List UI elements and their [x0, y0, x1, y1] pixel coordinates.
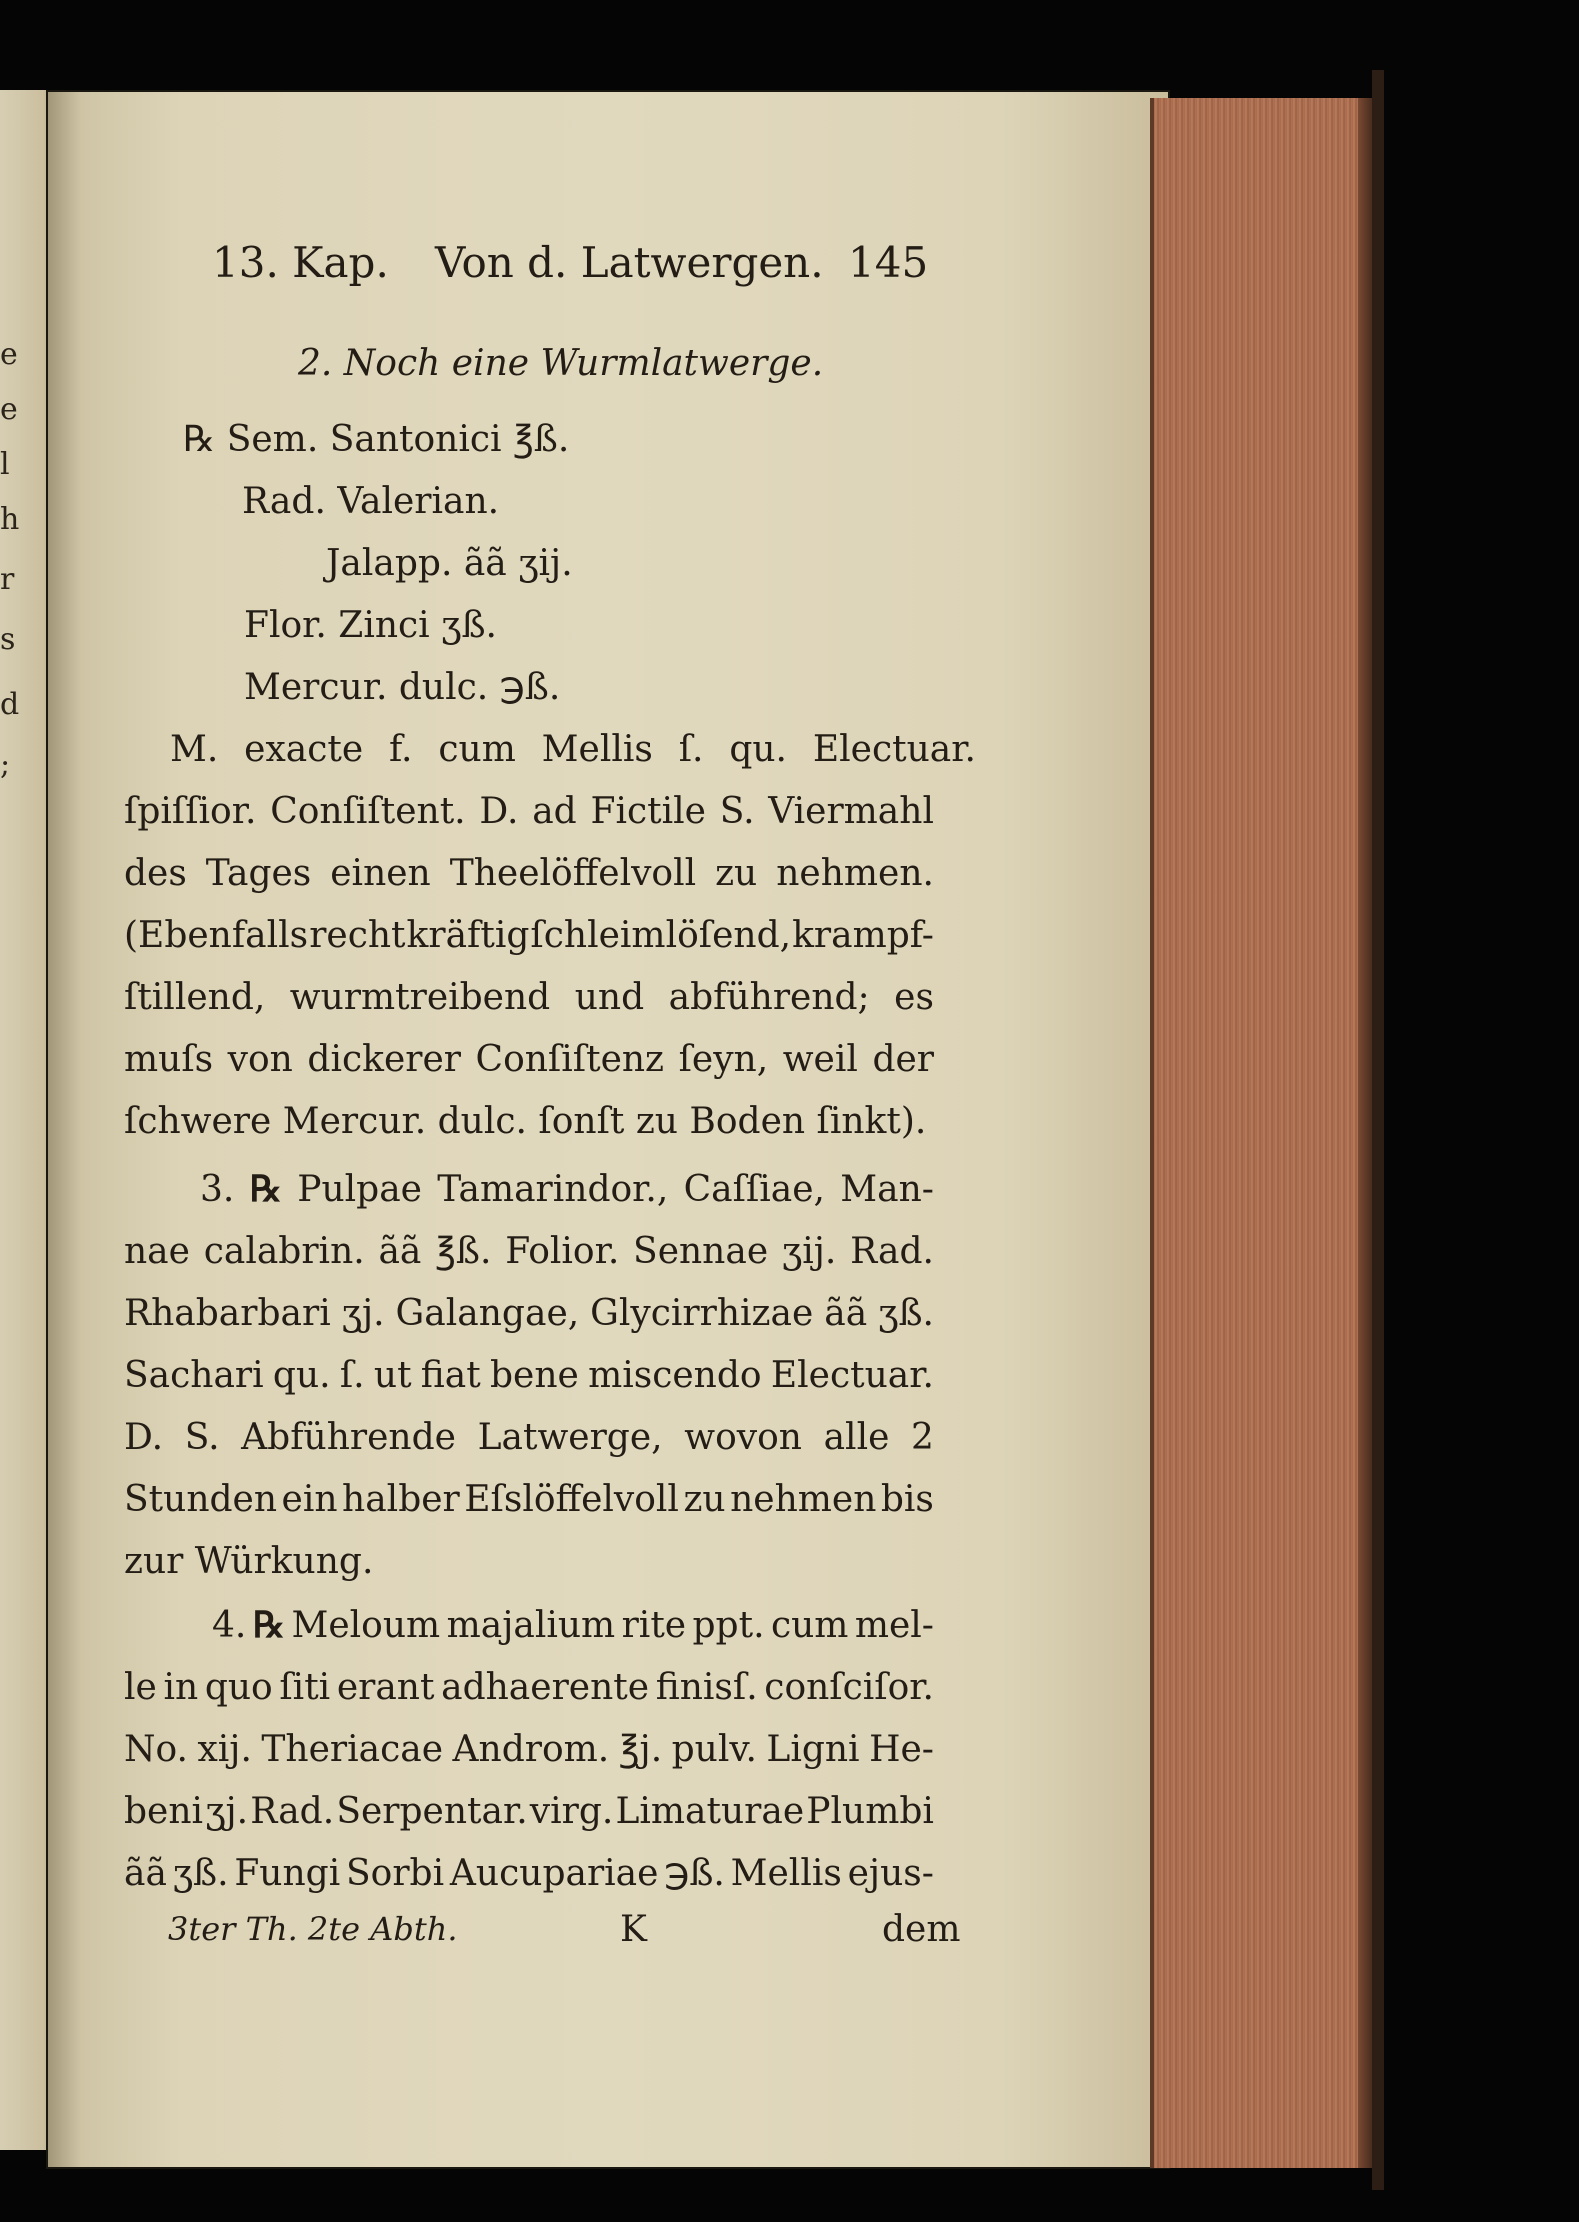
text-line: D. S. Abführende Latwerge, wovon alle 2: [124, 1417, 934, 1458]
text-line: (Ebenfalls recht kräftig ſchleimlöſend, krampf-: [124, 915, 934, 956]
page-number: 145: [848, 238, 929, 287]
text-line: 3. ℞ Pulpae Tamarindor., Caſſiae, Man-: [200, 1168, 934, 1210]
signature-mark: K: [620, 1909, 647, 1950]
recipe-line: Flor. Zinci ʒß.: [244, 605, 497, 646]
text-line: 4. ℞ Meloum majalium rite ppt. cum mel-: [212, 1604, 934, 1646]
recipe-line: Mercur. dulc. ℈ß.: [244, 667, 561, 708]
margin-fragment: ;: [0, 747, 11, 782]
margin-fragment: r: [0, 562, 15, 597]
recipe-line: ℞ Sem. Santonici ℥ß.: [183, 419, 570, 460]
margin-fragment: e: [0, 392, 18, 427]
margin-fragment: l: [0, 447, 10, 482]
text-line: Rhabarbari ʒj. Galangae, Glycirrhizae ãã ʒß.: [124, 1293, 934, 1334]
text-line: beni ʒj. Rad. Serpentar. virg. Limaturae Plumbi: [124, 1791, 934, 1832]
margin-fragment: s: [0, 622, 16, 657]
text-line: ſpiſſior. Conſiſtent. D. ad Fictile S. Viermahl: [124, 791, 934, 832]
running-head-title: Von d. Latwergen.: [435, 238, 824, 287]
text-line: des Tages einen Theelöffelvoll zu nehmen.: [124, 853, 934, 894]
text-line: ſtillend, wurmtreibend und abführend; es: [124, 977, 934, 1018]
catchword: dem: [882, 1909, 961, 1950]
text-line: ãã ʒß. Fungi Sorbi Aucupariae ℈ß. Mellis ejus-: [124, 1853, 934, 1894]
margin-fragment: d: [0, 687, 20, 722]
text-line: M. exacte f. cum Mellis ſ. qu. Electuar.: [170, 729, 976, 770]
text-line: Stunden ein halber Eſslöffelvoll zu nehmen bis: [124, 1479, 934, 1520]
recipe-line: Rad. Valerian.: [242, 481, 500, 522]
running-head-chapter: 13. Kap.: [212, 238, 389, 287]
text-line: No. xij. Theriacae Androm. ℥j. pulv. Ligni He-: [124, 1729, 934, 1770]
signature-volume: 3ter Th. 2te Abth.: [168, 1910, 458, 1948]
text-line: zur Würkung.: [124, 1541, 374, 1582]
text-line: muſs von dickerer Conſiſtenz ſeyn, weil der: [124, 1039, 934, 1080]
text-line: Sachari qu. ſ. ut fiat bene miscendo Electuar.: [124, 1355, 934, 1396]
margin-fragment: h: [0, 502, 20, 537]
recipe-line: Jalapp. ãã ʒij.: [326, 543, 573, 584]
text-line: ſchwere Mercur. dulc. ſonſt zu Boden ſinkt).: [124, 1101, 927, 1142]
text-line: le in quo ſiti erant adhaerente finisſ. conſciſor.: [124, 1667, 934, 1708]
text-line: nae calabrin. ãã ℥ß. Folior. Sennae ʒij. Rad.: [124, 1231, 934, 1272]
margin-fragment: e: [0, 337, 18, 372]
section-heading: 2. Noch eine Wurmlatwerge.: [298, 343, 824, 384]
